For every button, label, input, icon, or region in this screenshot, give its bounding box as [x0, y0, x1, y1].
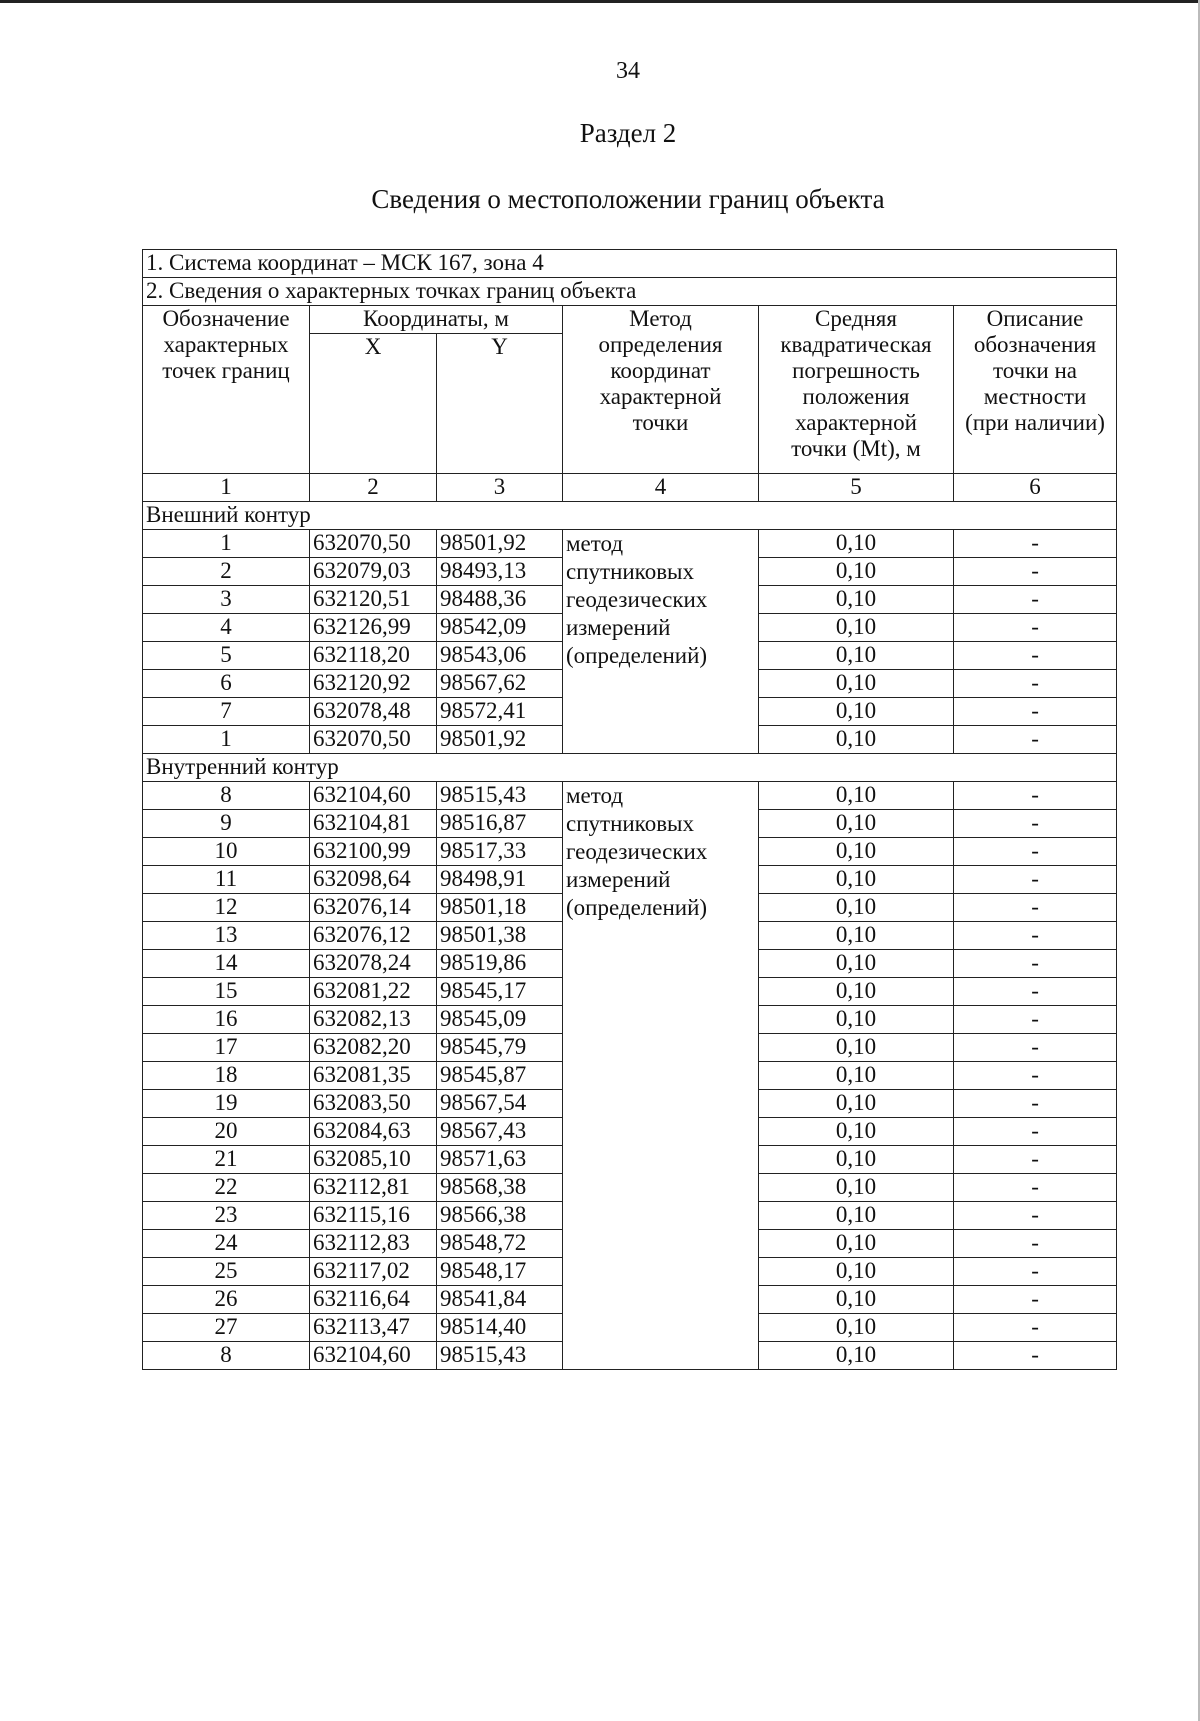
contour-heading: Внутренний контур — [143, 754, 1117, 782]
coord-y: 98548,17 — [437, 1258, 563, 1286]
point-description: - — [954, 670, 1117, 698]
mt-error: 0,10 — [759, 642, 954, 670]
header-designation-line: точек границ — [162, 358, 290, 383]
method-line: (определений) — [566, 895, 708, 920]
coord-x: 632104,60 — [310, 1342, 437, 1370]
header-error-line: точки (Mt), м — [791, 436, 921, 461]
point-description: - — [954, 530, 1117, 558]
coord-x: 632082,20 — [310, 1034, 437, 1062]
mt-error: 0,10 — [759, 1062, 954, 1090]
coord-y: 98501,18 — [437, 894, 563, 922]
point-number: 12 — [143, 894, 310, 922]
header-description-line: Описание — [986, 306, 1084, 331]
method-line: геодезических — [566, 839, 708, 864]
header-error — [759, 306, 954, 474]
coord-y: 98517,33 — [437, 838, 563, 866]
point-number: 9 — [143, 810, 310, 838]
point-number: 26 — [143, 1286, 310, 1314]
coord-x: 632078,48 — [310, 698, 437, 726]
point-number: 27 — [143, 1314, 310, 1342]
coord-y: 98493,13 — [437, 558, 563, 586]
coord-x: 632098,64 — [310, 866, 437, 894]
header-description-line: местности — [983, 384, 1087, 409]
header-error-line: квадратическая — [780, 332, 932, 357]
column-number: 3 — [437, 474, 563, 502]
mt-error: 0,10 — [759, 1230, 954, 1258]
point-description: - — [954, 1258, 1117, 1286]
mt-error: 0,10 — [759, 670, 954, 698]
coord-y: 98567,62 — [437, 670, 563, 698]
coord-x: 632079,03 — [310, 558, 437, 586]
mt-error: 0,10 — [759, 530, 954, 558]
contour-heading: Внешний контур — [143, 502, 1117, 530]
document-title: Сведения о местоположении границ объекта — [371, 184, 885, 214]
coord-x: 632120,51 — [310, 586, 437, 614]
header-error-line: погрешность — [792, 358, 920, 383]
point-number: 18 — [143, 1062, 310, 1090]
coord-x: 632117,02 — [310, 1258, 437, 1286]
point-number: 14 — [143, 950, 310, 978]
point-number: 25 — [143, 1258, 310, 1286]
point-description: - — [954, 614, 1117, 642]
coord-x: 632116,64 — [310, 1286, 437, 1314]
header-method-line: точки — [632, 410, 689, 435]
column-number: 5 — [759, 474, 954, 502]
coord-x: 632112,81 — [310, 1174, 437, 1202]
mt-error: 0,10 — [759, 922, 954, 950]
header-designation-line: Обозначение — [162, 306, 290, 331]
point-description: - — [954, 1342, 1117, 1370]
point-description: - — [954, 1006, 1117, 1034]
coord-x: 632070,50 — [310, 530, 437, 558]
coord-x: 632070,50 — [310, 726, 437, 754]
coord-x: 632076,14 — [310, 894, 437, 922]
mt-error: 0,10 — [759, 950, 954, 978]
column-number-row — [143, 474, 1117, 502]
mt-error: 0,10 — [759, 1090, 954, 1118]
coord-x: 632126,99 — [310, 614, 437, 642]
point-number: 6 — [143, 670, 310, 698]
column-number: 2 — [310, 474, 437, 502]
method-line: спутниковых — [566, 559, 695, 584]
point-description: - — [954, 1034, 1117, 1062]
mt-error: 0,10 — [759, 810, 954, 838]
point-number: 10 — [143, 838, 310, 866]
point-description: - — [954, 1202, 1117, 1230]
coord-x: 632104,81 — [310, 810, 437, 838]
point-description: - — [954, 586, 1117, 614]
coord-x: 632115,16 — [310, 1202, 437, 1230]
point-description: - — [954, 922, 1117, 950]
point-number: 23 — [143, 1202, 310, 1230]
point-description: - — [954, 866, 1117, 894]
mt-error: 0,10 — [759, 1314, 954, 1342]
point-description: - — [954, 782, 1117, 810]
coord-y: 98543,06 — [437, 642, 563, 670]
method-cell — [563, 782, 759, 1370]
point-description: - — [954, 1062, 1117, 1090]
column-number: 4 — [563, 474, 759, 502]
point-number: 8 — [143, 1342, 310, 1370]
coord-y: 98571,63 — [437, 1146, 563, 1174]
point-description: - — [954, 978, 1117, 1006]
mt-error: 0,10 — [759, 1006, 954, 1034]
header-method — [563, 306, 759, 474]
method-line: геодезических — [566, 587, 708, 612]
coord-x: 632081,22 — [310, 978, 437, 1006]
mt-error: 0,10 — [759, 586, 954, 614]
point-description: - — [954, 726, 1117, 754]
header-method-line: характерной — [599, 384, 722, 409]
coord-y: 98501,92 — [437, 530, 563, 558]
coord-x: 632084,63 — [310, 1118, 437, 1146]
coord-y: 98545,79 — [437, 1034, 563, 1062]
header-x: X — [310, 334, 437, 474]
mt-error: 0,10 — [759, 1202, 954, 1230]
coord-x: 632120,92 — [310, 670, 437, 698]
coord-y: 98545,09 — [437, 1006, 563, 1034]
coord-y: 98568,38 — [437, 1174, 563, 1202]
coord-y: 98515,43 — [437, 1342, 563, 1370]
point-description: - — [954, 894, 1117, 922]
coord-system-row: 1. Система координат – МСК 167, зона 4 — [143, 250, 1117, 278]
point-description: - — [954, 1314, 1117, 1342]
point-number: 24 — [143, 1230, 310, 1258]
point-description: - — [954, 838, 1117, 866]
coord-y: 98545,87 — [437, 1062, 563, 1090]
header-method-line: координат — [610, 358, 711, 383]
coord-y: 98545,17 — [437, 978, 563, 1006]
mt-error: 0,10 — [759, 1034, 954, 1062]
point-description: - — [954, 1118, 1117, 1146]
mt-error: 0,10 — [759, 698, 954, 726]
point-number: 4 — [143, 614, 310, 642]
table-row — [143, 530, 1117, 558]
point-description: - — [954, 558, 1117, 586]
table-row — [143, 782, 1117, 810]
mt-error: 0,10 — [759, 1258, 954, 1286]
coord-y: 98501,38 — [437, 922, 563, 950]
header-error-line: характерной — [795, 410, 917, 435]
method-line: измерений — [566, 867, 671, 892]
point-number: 16 — [143, 1006, 310, 1034]
header-error-line: положения — [802, 384, 910, 409]
mt-error: 0,10 — [759, 1174, 954, 1202]
coord-y: 98567,43 — [437, 1118, 563, 1146]
point-description: - — [954, 810, 1117, 838]
mt-error: 0,10 — [759, 1118, 954, 1146]
contour-heading-row — [143, 502, 1117, 530]
point-number: 1 — [143, 726, 310, 754]
point-description: - — [954, 1146, 1117, 1174]
mt-error: 0,10 — [759, 1286, 954, 1314]
point-number: 15 — [143, 978, 310, 1006]
point-number: 17 — [143, 1034, 310, 1062]
point-number: 11 — [143, 866, 310, 894]
method-line: метод — [566, 783, 624, 808]
coord-x: 632082,13 — [310, 1006, 437, 1034]
mt-error: 0,10 — [759, 1342, 954, 1370]
method-line: измерений — [566, 615, 671, 640]
mt-error: 0,10 — [759, 726, 954, 754]
header-description — [954, 306, 1117, 474]
scan-edge-top — [0, 0, 1200, 3]
coord-x: 632076,12 — [310, 922, 437, 950]
point-description: - — [954, 1286, 1117, 1314]
contour-heading-row — [143, 754, 1117, 782]
coord-y: 98501,92 — [437, 726, 563, 754]
point-number: 19 — [143, 1090, 310, 1118]
coord-y: 98515,43 — [437, 782, 563, 810]
coord-y: 98488,36 — [437, 586, 563, 614]
coord-x: 632083,50 — [310, 1090, 437, 1118]
coord-y: 98519,86 — [437, 950, 563, 978]
header-designation — [143, 306, 310, 474]
point-description: - — [954, 1230, 1117, 1258]
method-cell — [563, 530, 759, 754]
coord-y: 98566,38 — [437, 1202, 563, 1230]
coord-y: 98567,54 — [437, 1090, 563, 1118]
point-number: 7 — [143, 698, 310, 726]
coord-x: 632085,10 — [310, 1146, 437, 1174]
point-number: 21 — [143, 1146, 310, 1174]
header-y: Y — [437, 334, 563, 474]
mt-error: 0,10 — [759, 614, 954, 642]
header-description-line: обозначения — [973, 332, 1097, 357]
coord-y: 98542,09 — [437, 614, 563, 642]
point-description: - — [954, 698, 1117, 726]
method-line: (определений) — [566, 643, 708, 668]
point-number: 2 — [143, 558, 310, 586]
boundary-points-table — [142, 249, 1117, 1370]
point-number: 20 — [143, 1118, 310, 1146]
point-description: - — [954, 950, 1117, 978]
coord-x: 632112,83 — [310, 1230, 437, 1258]
points-heading-row: 2. Сведения о характерных точках границ объекта — [143, 278, 1117, 306]
coord-x: 632078,24 — [310, 950, 437, 978]
header-coordinates: Координаты, м — [310, 306, 563, 334]
point-number: 22 — [143, 1174, 310, 1202]
coord-y: 98498,91 — [437, 866, 563, 894]
point-description: - — [954, 1090, 1117, 1118]
method-line: спутниковых — [566, 811, 695, 836]
mt-error: 0,10 — [759, 978, 954, 1006]
coord-x: 632104,60 — [310, 782, 437, 810]
mt-error: 0,10 — [759, 866, 954, 894]
header-description-line: точки на — [993, 358, 1078, 383]
coord-y: 98516,87 — [437, 810, 563, 838]
mt-error: 0,10 — [759, 894, 954, 922]
point-number: 8 — [143, 782, 310, 810]
coord-x: 632081,35 — [310, 1062, 437, 1090]
coord-x: 632100,99 — [310, 838, 437, 866]
mt-error: 0,10 — [759, 1146, 954, 1174]
mt-error: 0,10 — [759, 838, 954, 866]
point-description: - — [954, 642, 1117, 670]
mt-error: 0,10 — [759, 558, 954, 586]
coord-y: 98514,40 — [437, 1314, 563, 1342]
point-number: 1 — [143, 530, 310, 558]
coord-y: 98572,41 — [437, 698, 563, 726]
point-number: 3 — [143, 586, 310, 614]
header-method-line: определения — [598, 332, 723, 357]
header-error-line: Средняя — [815, 306, 897, 331]
column-number: 6 — [954, 474, 1117, 502]
header-designation-line: характерных — [163, 332, 289, 357]
point-number: 5 — [143, 642, 310, 670]
point-number: 13 — [143, 922, 310, 950]
mt-error: 0,10 — [759, 782, 954, 810]
column-number: 1 — [143, 474, 310, 502]
point-description: - — [954, 1174, 1117, 1202]
coord-x: 632113,47 — [310, 1314, 437, 1342]
header-method-line: Метод — [629, 306, 692, 331]
coord-x: 632118,20 — [310, 642, 437, 670]
coord-y: 98548,72 — [437, 1230, 563, 1258]
header-description-line: (при наличии) — [965, 410, 1105, 435]
coord-y: 98541,84 — [437, 1286, 563, 1314]
method-line: метод — [566, 531, 624, 556]
section-title: Раздел 2 — [579, 118, 677, 148]
page-number: 34 — [616, 58, 640, 84]
